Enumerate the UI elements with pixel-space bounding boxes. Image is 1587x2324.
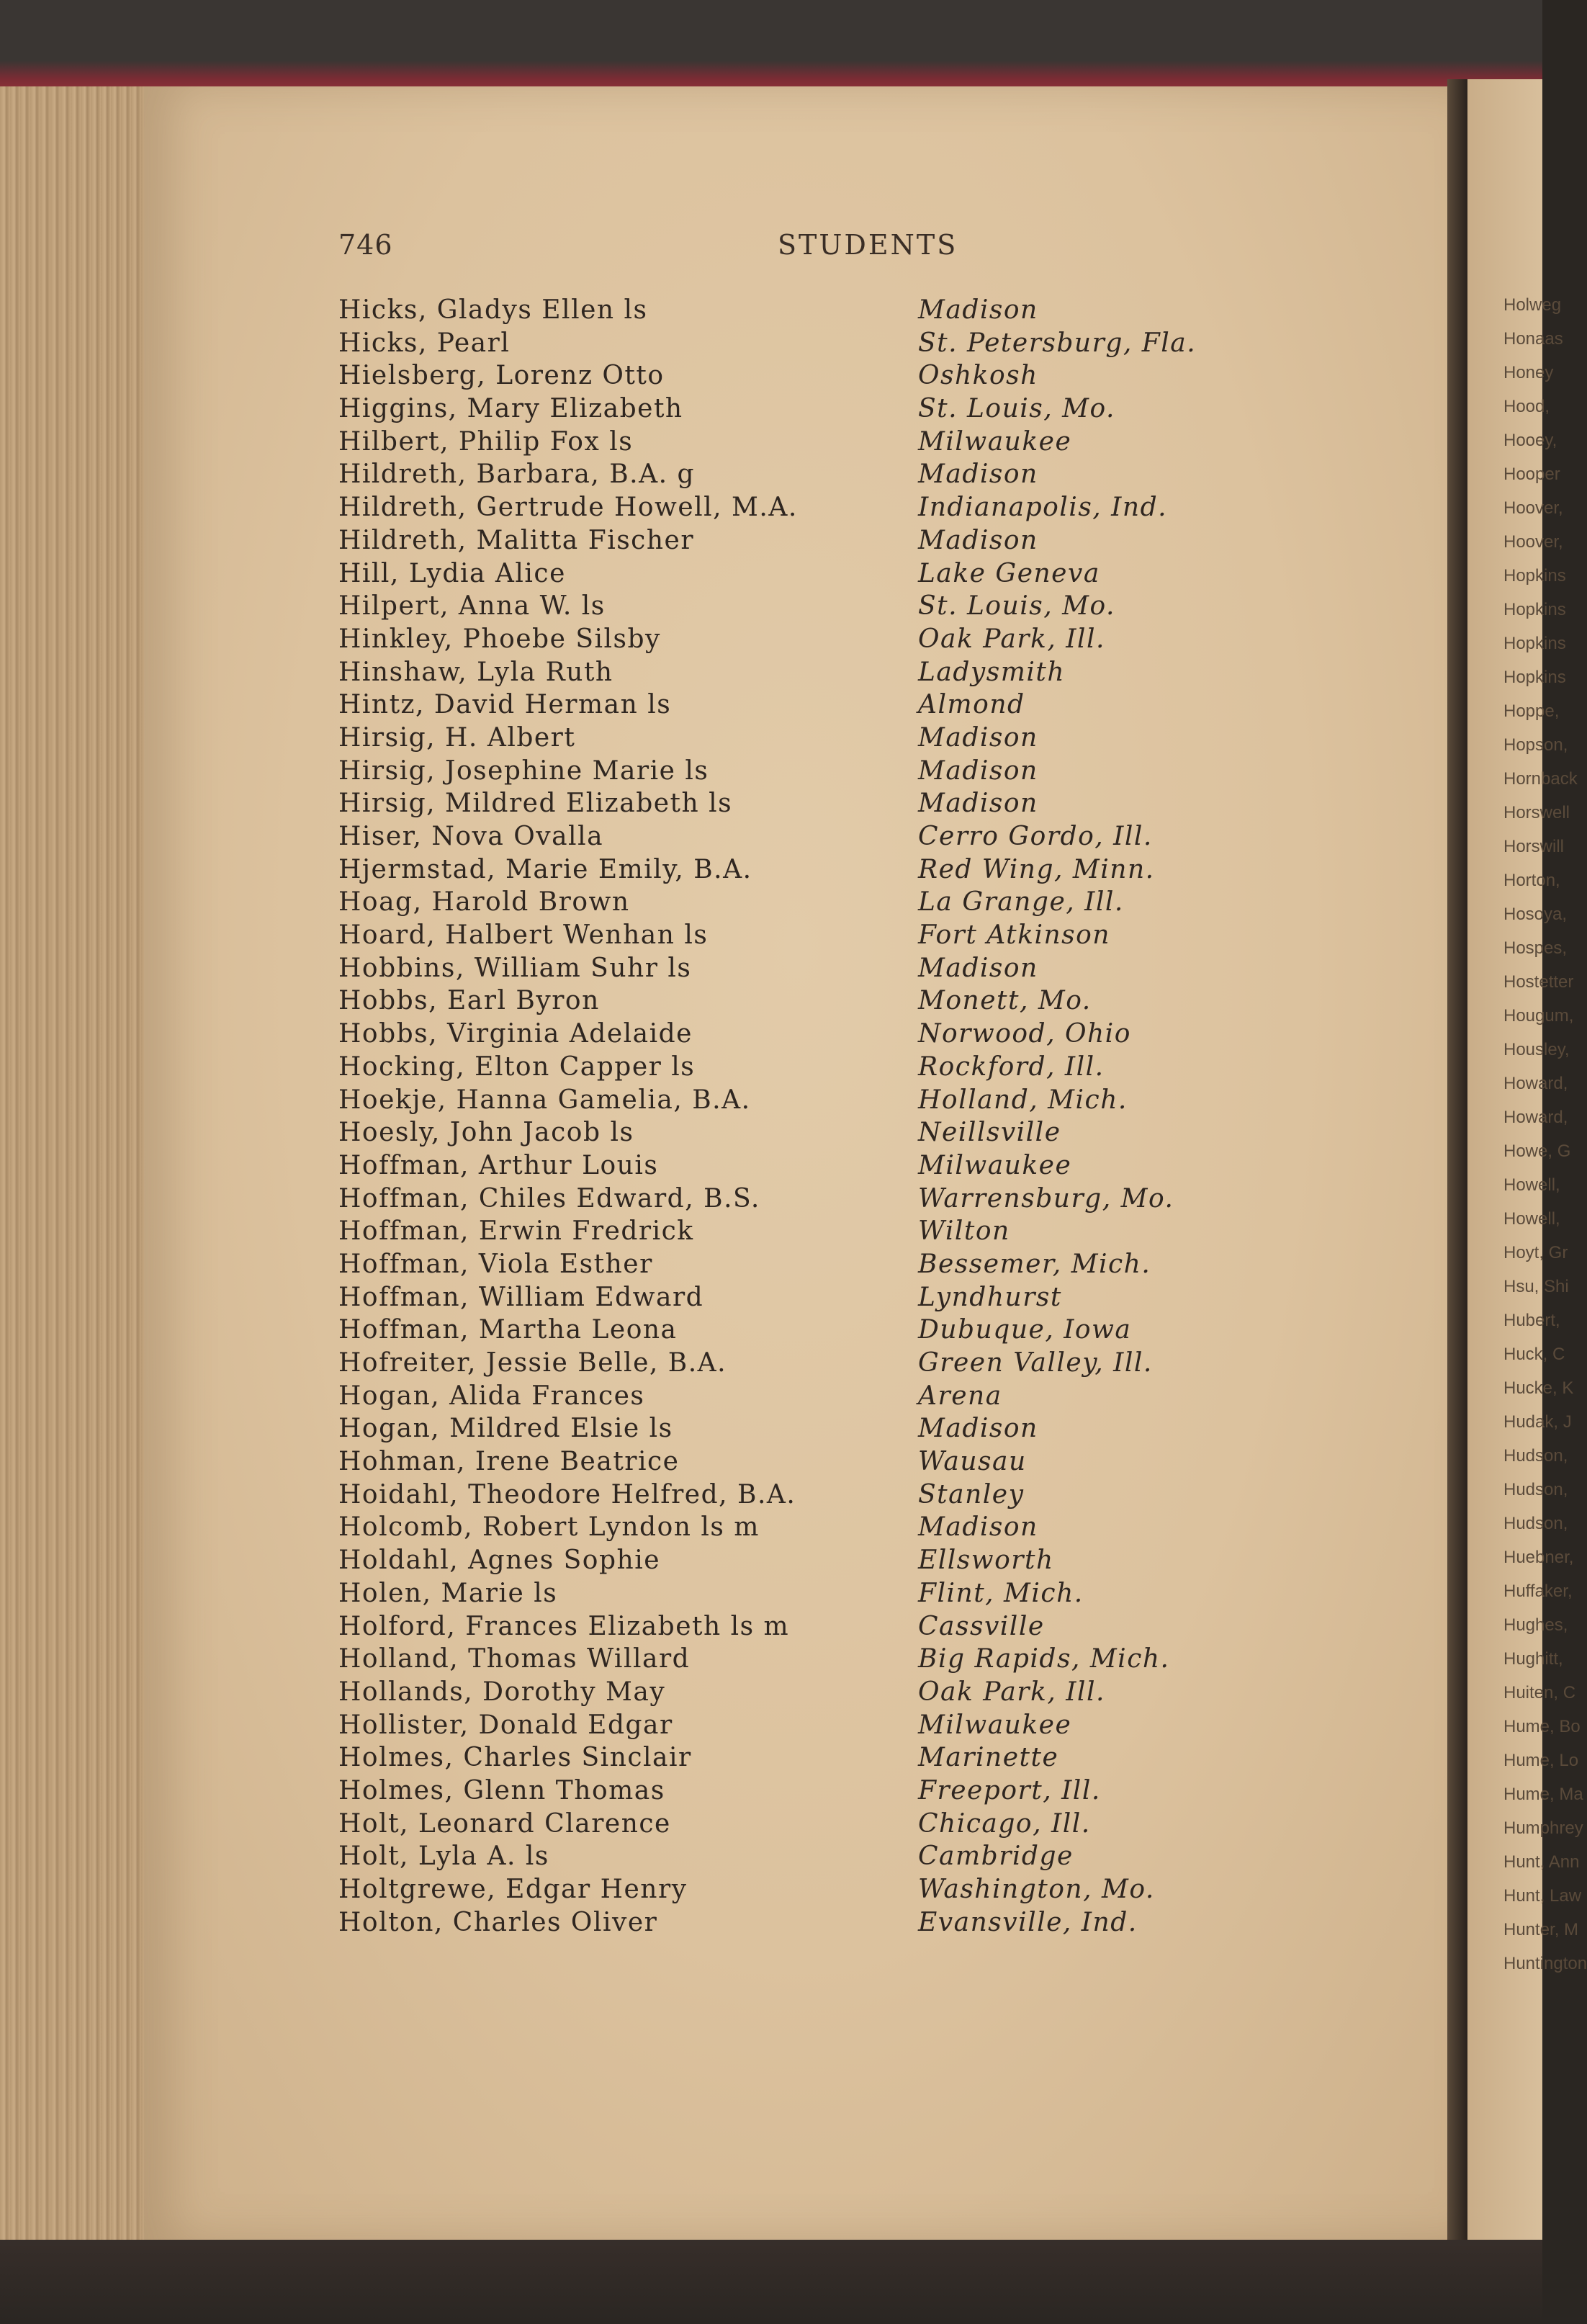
- student-name: Holland, Thomas Willard: [338, 1644, 691, 1674]
- student-list: [338, 295, 1246, 1940]
- student-hometown: Norwood, Ohio: [918, 1019, 1131, 1049]
- student-hometown: Milwaukee: [918, 1150, 1072, 1180]
- student-name: Hicks, Pearl: [338, 328, 511, 358]
- next-page-fragment: Hopson,: [1503, 735, 1568, 755]
- next-page-fragment: Hucke, K: [1503, 1378, 1574, 1398]
- next-page-fragment: Hoover,: [1503, 498, 1563, 518]
- student-hometown: Madison: [918, 953, 1038, 983]
- student-name: Hoesly, John Jacob ls: [338, 1118, 634, 1148]
- student-name: Hollister, Donald Edgar: [338, 1710, 673, 1740]
- student-entry: [338, 690, 1246, 723]
- student-name: Holmes, Charles Sinclair: [338, 1743, 692, 1773]
- next-page-fragment: Hopkins: [1503, 634, 1566, 653]
- student-entry: [338, 1216, 1246, 1250]
- student-hometown: Rockford, Ill.: [918, 1051, 1105, 1082]
- student-hometown: Ladysmith: [918, 657, 1066, 687]
- student-entry: [338, 756, 1246, 789]
- page-edges: [0, 86, 166, 2240]
- student-name: Hjermstad, Marie Emily, B.A.: [338, 854, 752, 884]
- student-entry: [338, 1283, 1246, 1316]
- student-hometown: Freeport, Ill.: [918, 1775, 1101, 1805]
- next-page-fragment: Hopkins: [1503, 668, 1566, 687]
- student-hometown: Flint, Mich.: [918, 1578, 1084, 1608]
- student-hometown: Holland, Mich.: [918, 1085, 1128, 1115]
- next-page-fragment: Hudson,: [1503, 1480, 1568, 1499]
- student-entry: [338, 1184, 1246, 1217]
- student-entry: [338, 1019, 1246, 1052]
- student-hometown: Cerro Gordo, Ill.: [918, 822, 1153, 851]
- student-name: Hoffman, Martha Leona: [338, 1315, 678, 1345]
- student-hometown: Indianapolis, Ind.: [918, 493, 1168, 523]
- student-name: Holen, Marie ls: [338, 1578, 558, 1608]
- student-hometown: Chicago, Ill.: [918, 1808, 1091, 1839]
- next-page-fragment: Hudak, J: [1503, 1412, 1572, 1432]
- student-name: Hoard, Halbert Wenhan ls: [338, 920, 709, 951]
- next-page-fragment: Horswill: [1503, 837, 1564, 856]
- student-entry: [338, 328, 1246, 362]
- page-header: [0, 229, 1542, 265]
- next-page-fragment: Howell,: [1503, 1175, 1560, 1195]
- student-entry: [338, 723, 1246, 756]
- student-name: Hinkley, Phoebe Silsby: [338, 624, 661, 654]
- student-hometown: Green Valley, Ill.: [918, 1348, 1153, 1378]
- student-name: Holmes, Glenn Thomas: [338, 1775, 665, 1805]
- student-name: Hilpert, Anna W. ls: [338, 591, 606, 622]
- next-page-fragment: Horswell: [1503, 803, 1570, 822]
- student-hometown: Lyndhurst: [918, 1282, 1062, 1312]
- student-name: Hofreiter, Jessie Belle, B.A.: [338, 1348, 727, 1378]
- student-hometown: Washington, Mo.: [918, 1875, 1155, 1904]
- next-page-fragment: Hooper: [1503, 465, 1560, 484]
- next-page-edge: [1467, 79, 1587, 2240]
- student-name: Hilbert, Philip Fox ls: [338, 426, 634, 457]
- next-page-fragment: Hubert,: [1503, 1311, 1560, 1330]
- student-hometown: Madison: [918, 789, 1038, 819]
- student-hometown: Fort Atkinson: [918, 920, 1110, 951]
- student-entry: [338, 1118, 1246, 1151]
- next-page-fragment: Hoppe,: [1503, 701, 1560, 721]
- student-name: Hiser, Nova Ovalla: [338, 822, 604, 851]
- student-name: Holt, Lyla A. ls: [338, 1841, 549, 1872]
- student-name: Hohman, Irene Beatrice: [338, 1447, 680, 1477]
- next-page-fragment: Hunt, Law: [1503, 1886, 1582, 1906]
- next-page-fragment: Huiten, C: [1503, 1683, 1576, 1702]
- student-entry: [338, 1743, 1246, 1776]
- next-page-fragment: Hornback: [1503, 769, 1578, 789]
- student-entry: [338, 591, 1246, 624]
- student-hometown: St. Louis, Mo.: [918, 394, 1116, 424]
- student-entry: [338, 526, 1246, 559]
- student-entry: [338, 1644, 1246, 1677]
- student-hometown: Monett, Mo.: [918, 986, 1092, 1016]
- book-gutter: [1447, 79, 1467, 2240]
- student-entry: [338, 1710, 1246, 1744]
- student-entry: [338, 427, 1246, 460]
- student-entry: [338, 624, 1246, 658]
- student-name: Hildreth, Barbara, B.A. g: [338, 459, 696, 490]
- student-hometown: Ellsworth: [918, 1545, 1054, 1576]
- student-name: Hoekje, Hanna Gamelia, B.A.: [338, 1085, 751, 1115]
- student-hometown: Almond: [918, 690, 1025, 720]
- student-name: Hobbs, Earl Byron: [338, 986, 600, 1016]
- next-page-fragment: Hughitt,: [1503, 1649, 1563, 1669]
- student-name: Hoidahl, Theodore Helfred, B.A.: [338, 1479, 796, 1509]
- next-page-fragment: Hoover,: [1503, 532, 1563, 552]
- next-page-fragment: Holweg: [1503, 295, 1562, 315]
- student-entry: [338, 1052, 1246, 1085]
- student-hometown: Dubuque, Iowa: [918, 1315, 1132, 1345]
- student-hometown: Oshkosh: [918, 361, 1038, 391]
- student-entry: [338, 822, 1246, 855]
- student-entry: [338, 394, 1246, 427]
- next-page-fragment: Hostetter: [1503, 972, 1574, 992]
- student-entry: [338, 887, 1246, 920]
- student-entry: [338, 658, 1246, 691]
- next-page-fragment: Hunter, M: [1503, 1920, 1579, 1939]
- student-name: Hobbins, William Suhr ls: [338, 953, 692, 983]
- student-entry: [338, 1480, 1246, 1513]
- next-page-fragment: Hopkins: [1503, 566, 1566, 586]
- student-entry: [338, 954, 1246, 987]
- student-hometown: Neillsville: [918, 1118, 1061, 1148]
- student-name: Hogan, Alida Frances: [338, 1381, 645, 1411]
- student-name: Hoffman, William Edward: [338, 1282, 704, 1312]
- next-page-fragment: Hudson,: [1503, 1446, 1568, 1466]
- student-entry: [338, 986, 1246, 1019]
- student-entry: [338, 1841, 1246, 1875]
- next-page-fragment: Hume, Ma: [1503, 1785, 1583, 1804]
- student-name: Hill, Lydia Alice: [338, 558, 566, 588]
- student-name: Holcomb, Robert Lyndon ls m: [338, 1512, 760, 1543]
- student-hometown: Milwaukee: [918, 426, 1072, 457]
- student-hometown: Cambridge: [918, 1841, 1074, 1872]
- student-entry: [338, 1085, 1246, 1118]
- student-hometown: La Grange, Ill.: [918, 887, 1124, 918]
- student-name: Hinshaw, Lyla Ruth: [338, 657, 613, 687]
- student-hometown: Arena: [918, 1381, 1002, 1411]
- student-name: Hoffman, Arthur Louis: [338, 1150, 659, 1180]
- student-name: Hirsig, H. Albert: [338, 722, 576, 753]
- student-entry: [338, 1414, 1246, 1447]
- student-hometown: Marinette: [918, 1743, 1059, 1773]
- student-entry: [338, 1348, 1246, 1381]
- next-page-fragment: Hosoya,: [1503, 905, 1568, 924]
- student-entry: [338, 1677, 1246, 1710]
- student-hometown: Wilton: [918, 1216, 1010, 1247]
- student-name: Holt, Leonard Clarence: [338, 1808, 671, 1839]
- student-hometown: Madison: [918, 459, 1038, 490]
- student-entry: [338, 559, 1246, 592]
- student-name: Hirsig, Josephine Marie ls: [338, 755, 709, 786]
- student-entry: [338, 1381, 1246, 1414]
- student-hometown: Warrensburg, Mo.: [918, 1183, 1174, 1213]
- next-page-fragment: Hougum,: [1503, 1006, 1574, 1026]
- student-entry: [338, 789, 1246, 822]
- student-hometown: Wausau: [918, 1447, 1027, 1477]
- student-entry: [338, 1776, 1246, 1809]
- student-entry: [338, 1250, 1246, 1283]
- next-page-fragment: Hood,: [1503, 397, 1550, 416]
- student-entry: [338, 1151, 1246, 1184]
- next-page-fragment: Honey: [1503, 363, 1554, 382]
- student-name: Holdahl, Agnes Sophie: [338, 1545, 661, 1576]
- student-name: Hicks, Gladys Ellen ls: [338, 295, 648, 325]
- student-entry: [338, 493, 1246, 526]
- student-hometown: Milwaukee: [918, 1710, 1072, 1740]
- next-page-fragment: Housley,: [1503, 1040, 1570, 1059]
- student-hometown: Stanley: [918, 1479, 1025, 1509]
- student-entry: [338, 295, 1246, 328]
- student-hometown: Bessemer, Mich.: [918, 1249, 1151, 1279]
- student-hometown: Evansville, Ind.: [918, 1907, 1138, 1937]
- next-page-fragment: Howell,: [1503, 1209, 1560, 1229]
- student-hometown: St. Petersburg, Fla.: [918, 328, 1197, 358]
- next-page-fragment: Huck, C: [1503, 1345, 1565, 1364]
- student-hometown: Oak Park, Ill.: [918, 1677, 1105, 1707]
- student-name: Hildreth, Gertrude Howell, M.A.: [338, 493, 798, 523]
- student-entry: [338, 855, 1246, 888]
- page-number: 746: [338, 229, 393, 261]
- next-page-fragment: Honaas: [1503, 329, 1563, 349]
- student-hometown: Madison: [918, 755, 1038, 786]
- book-cover-top: [0, 0, 1542, 101]
- next-page-fragment: Howard,: [1503, 1108, 1568, 1127]
- student-entry: [338, 1908, 1246, 1941]
- student-entry: [338, 1315, 1246, 1348]
- student-name: Hoffman, Erwin Fredrick: [338, 1216, 694, 1247]
- next-page-fragment: Huntington: [1503, 1954, 1587, 1973]
- student-entry: [338, 1512, 1246, 1545]
- student-name: Hoffman, Chiles Edward, B.S.: [338, 1183, 760, 1213]
- student-name: Hildreth, Malitta Fischer: [338, 525, 695, 555]
- student-hometown: Madison: [918, 1414, 1038, 1444]
- student-entry: [338, 1545, 1246, 1579]
- student-entry: [338, 1579, 1246, 1612]
- next-page-fragment: Hopkins: [1503, 600, 1566, 619]
- next-page-fragment: Humphrey: [1503, 1818, 1583, 1838]
- next-page-fragment: Horton,: [1503, 871, 1560, 890]
- next-page-fragment: Hospes,: [1503, 938, 1568, 958]
- student-hometown: Big Rapids, Mich.: [918, 1644, 1170, 1674]
- student-name: Higgins, Mary Elizabeth: [338, 394, 683, 424]
- student-entry: [338, 920, 1246, 954]
- student-name: Hollands, Dorothy May: [338, 1677, 666, 1707]
- next-page-fragment: Huebner,: [1503, 1548, 1574, 1567]
- next-page-fragment: Hooey,: [1503, 431, 1557, 450]
- running-head: STUDENTS: [778, 229, 958, 261]
- student-name: Hoffman, Viola Esther: [338, 1249, 653, 1279]
- student-hometown: St. Louis, Mo.: [918, 591, 1116, 622]
- student-name: Hogan, Mildred Elsie ls: [338, 1414, 673, 1444]
- student-entry: [338, 1447, 1246, 1480]
- student-entry: [338, 1612, 1246, 1645]
- student-entry: [338, 1875, 1246, 1908]
- student-name: Holtgrewe, Edgar Henry: [338, 1875, 688, 1904]
- next-page-fragment: Hoyt, Gr: [1503, 1243, 1568, 1262]
- student-name: Hirsig, Mildred Elizabeth ls: [338, 789, 733, 819]
- next-page-fragment: Howe, G: [1503, 1141, 1571, 1161]
- next-page-fragment: Hume, Lo: [1503, 1751, 1579, 1770]
- student-name: Hoag, Harold Brown: [338, 887, 630, 918]
- next-page-fragment: Hughes,: [1503, 1615, 1568, 1635]
- student-entry: [338, 1809, 1246, 1842]
- student-hometown: Madison: [918, 525, 1038, 555]
- student-hometown: Madison: [918, 1512, 1038, 1543]
- student-hometown: Oak Park, Ill.: [918, 624, 1105, 654]
- next-page-fragment: Hudson,: [1503, 1514, 1568, 1533]
- student-hometown: Lake Geneva: [918, 558, 1100, 588]
- next-page-fragment: Huffaker,: [1503, 1582, 1573, 1601]
- student-name: Hobbs, Virginia Adelaide: [338, 1019, 693, 1049]
- next-page-fragment: Hsu, Shi: [1503, 1277, 1569, 1296]
- student-name: Holton, Charles Oliver: [338, 1907, 658, 1937]
- student-name: Holford, Frances Elizabeth ls m: [338, 1611, 790, 1641]
- student-name: Hocking, Elton Capper ls: [338, 1051, 696, 1082]
- student-hometown: Red Wing, Minn.: [918, 854, 1155, 884]
- student-entry: [338, 459, 1246, 493]
- student-hometown: Cassville: [918, 1611, 1045, 1641]
- next-page-fragment: Howard,: [1503, 1074, 1568, 1093]
- student-name: Hielsberg, Lorenz Otto: [338, 361, 665, 391]
- student-entry: [338, 361, 1246, 394]
- next-page-fragment: Hunt, Ann: [1503, 1852, 1580, 1872]
- next-page-fragment: Hume, Bo: [1503, 1717, 1581, 1736]
- student-hometown: Madison: [918, 722, 1038, 753]
- student-hometown: Madison: [918, 295, 1038, 325]
- student-name: Hintz, David Herman ls: [338, 690, 672, 720]
